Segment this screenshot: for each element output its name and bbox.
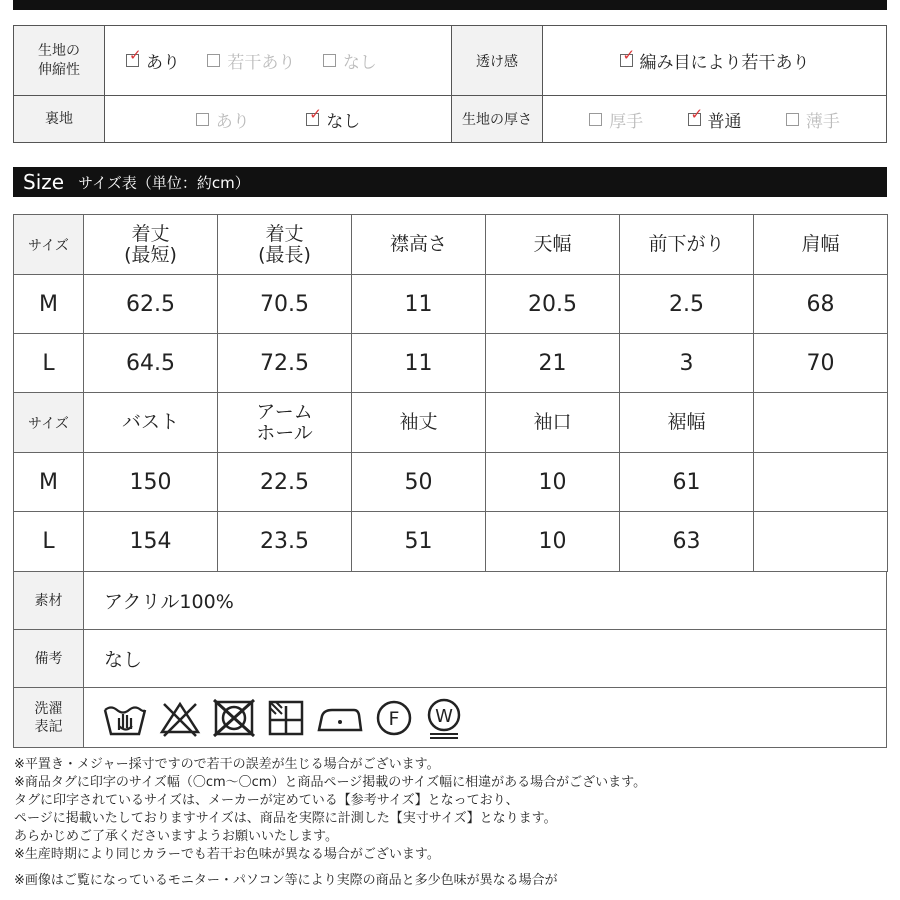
size-subtitle: サイズ表（単位：約cm） [78,173,250,192]
table-row [14,334,888,393]
no-tumble-dry-icon [212,698,256,738]
size-column-header: 着丈 (最長) [218,215,352,275]
sheer-label: 透け感 [452,26,543,96]
size-value-cell: 50 [352,453,486,512]
stretch-label: 生地の 伸縮性 [14,26,105,96]
stretch-option-no: なし [323,48,377,73]
size-value-cell: 64.5 [84,334,218,393]
remarks-label: 備考 [14,630,84,688]
size-value-cell: 63 [620,512,754,572]
table-row [14,275,888,334]
size-value-cell [754,453,888,512]
product-info-table [13,571,887,748]
dry-clean-f-icon [374,698,414,738]
hand-wash-icon [102,698,148,738]
size-column-header: 襟高さ [352,215,486,275]
note-line: ※画像はご覧になっているモニター・パソコン等により実際の商品と多少色味が異なる場合が [14,873,558,888]
thickness-option-thin: 薄手 [786,107,840,132]
size-column-header: 袖丈 [352,393,486,453]
size-value-cell: 70.5 [218,275,352,334]
size-column-header: バスト [84,393,218,453]
thickness-label: 生地の厚さ [452,96,543,143]
size-table [13,214,888,572]
material-label: 素材 [14,572,84,630]
size-column-header: 天幅 [486,215,620,275]
care-label: 洗濯 表記 [14,688,84,748]
stretch-option-slight: 若干あり [207,48,295,73]
size-column-header: 袖口 [486,393,620,453]
section-header-bar-top [13,0,887,10]
table-row [14,512,888,572]
size-value-cell [754,512,888,572]
size-column-header: 裾幅 [620,393,754,453]
wet-clean-w-icon [424,697,464,739]
size-value-cell: 3 [620,334,754,393]
checkbox-empty-icon [323,54,336,67]
size-column-header: 前下がり [620,215,754,275]
checkbox-empty-icon [786,113,799,126]
thickness-option-normal: ✓ 普通 [688,107,742,132]
size-header-row [14,393,888,453]
note-line: ページに掲載いたしておりますサイズは、商品を実際に計測した【実寸サイズ】となります。 [14,811,557,826]
size-name-cell: M [14,275,84,334]
lining-options [105,96,452,143]
size-value-cell: 150 [84,453,218,512]
lining-option-yes: あり [196,107,250,132]
size-value-cell: 23.5 [218,512,352,572]
size-value-cell: 10 [486,453,620,512]
svg-text:F: F [388,707,400,730]
size-value-cell: 154 [84,512,218,572]
size-value-cell: 72.5 [218,334,352,393]
note-line: ※生産時期により同じカラーでも若干お色味が異なる場合がございます。 [14,847,440,862]
lining-option-no: ✓ なし [306,107,360,132]
size-value-cell: 2.5 [620,275,754,334]
size-column-header: アーム ホール [218,393,352,453]
size-value-cell: 22.5 [218,453,352,512]
remarks-value: なし [84,630,887,688]
size-value-cell: 61 [620,453,754,512]
lining-label: 裏地 [14,96,105,143]
note-line: あらかじめご了承くださいますようお願いいたします。 [14,829,338,844]
size-name-cell: L [14,334,84,393]
thickness-option-thick: 厚手 [589,107,643,132]
note-line: タグに印字されているサイズは、メーカーが定めている【参考サイズ】となっており、 [14,793,519,808]
size-value-cell: 62.5 [84,275,218,334]
care-symbols [84,688,887,748]
size-name-cell: L [14,512,84,572]
size-value-cell: 10 [486,512,620,572]
checkbox-empty-icon [207,54,220,67]
note-line: ※平置き・メジャー採寸ですので若干の誤差が生じる場合がございます。 [14,757,440,772]
checkbox-empty-icon [196,113,209,126]
size-header-row [14,215,888,275]
sheer-option-slight: ✓ 編み目により若干あり [620,48,810,73]
size-value-cell: 70 [754,334,888,393]
no-bleach-icon [158,698,202,738]
fabric-properties-table [13,25,887,143]
size-row-label: サイズ [14,215,84,275]
svg-text:W: W [435,705,453,727]
size-value-cell: 51 [352,512,486,572]
size-title: Size [23,170,65,194]
size-column-header: 肩幅 [754,215,888,275]
checkbox-checked-icon: ✓ [306,113,319,126]
checkbox-empty-icon [589,113,602,126]
checkbox-checked-icon: ✓ [126,54,139,67]
size-column-header [754,393,888,453]
notes-section [14,756,894,890]
table-row [14,453,888,512]
thickness-options [543,96,887,143]
line-dry-shade-icon [266,698,306,738]
stretch-option-yes: ✓ あり [126,48,180,73]
size-column-header: 着丈 (最短) [84,215,218,275]
iron-low-icon [316,698,364,738]
size-name-cell: M [14,453,84,512]
size-row-label: サイズ [14,393,84,453]
size-value-cell: 21 [486,334,620,393]
size-value-cell: 68 [754,275,888,334]
size-value-cell: 11 [352,275,486,334]
note-line: ※商品タグに印字のサイズ幅（〇cm～〇cm）と商品ページ掲載のサイズ幅に相違がある場合がございます。 [14,775,647,790]
checkbox-checked-icon: ✓ [688,113,701,126]
checkbox-checked-icon: ✓ [620,54,633,67]
stretch-options [105,26,452,96]
sheer-options [543,26,887,96]
size-value-cell: 20.5 [486,275,620,334]
size-section-header [13,167,887,197]
material-value: アクリル100% [84,572,887,630]
size-value-cell: 11 [352,334,486,393]
